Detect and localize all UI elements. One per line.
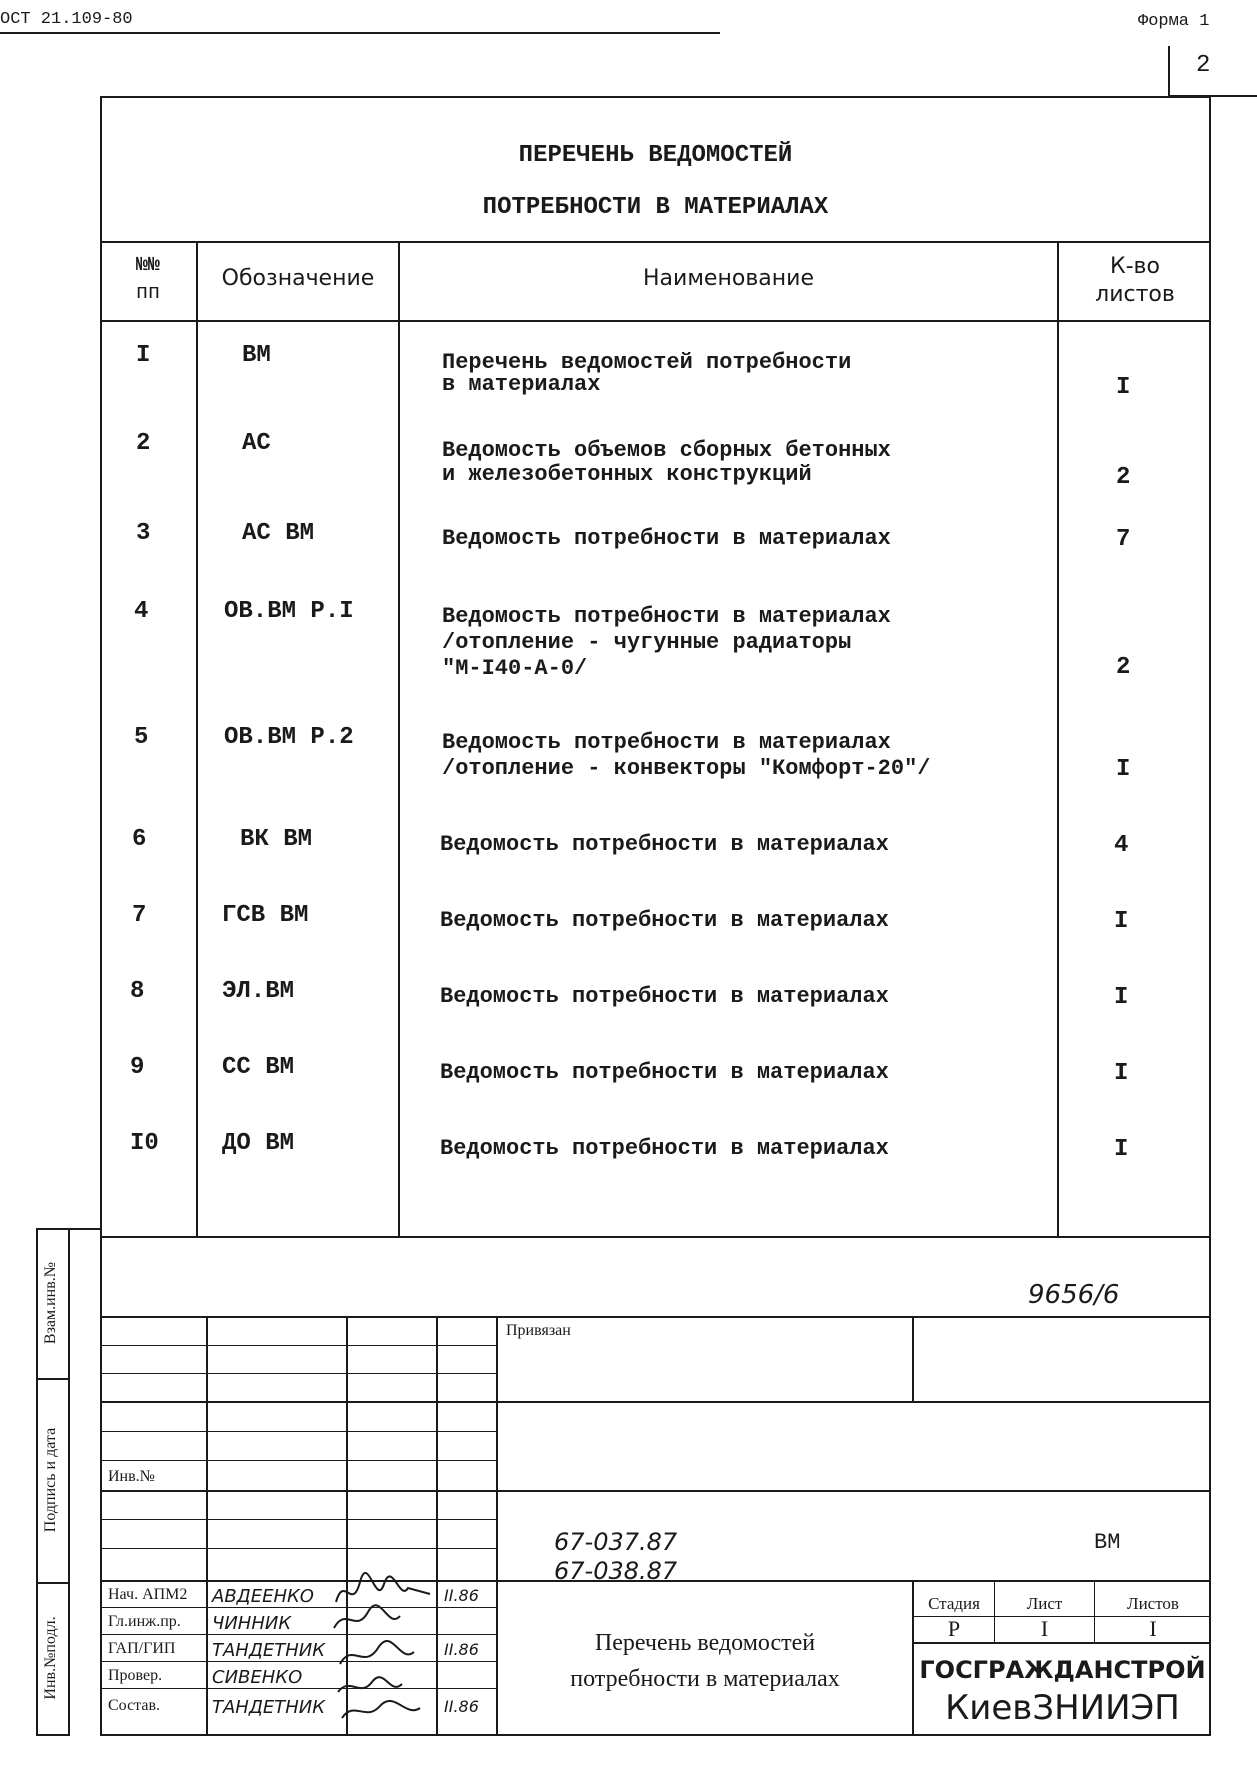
side-label-original-inv: Инв.№подл. [42,1616,59,1700]
title-line1: ПЕРЕЧЕНЬ ВЕДОМОСТЕЙ [518,142,793,169]
side-strip-right [68,1228,70,1736]
stamp-v1 [206,1316,208,1736]
form-label: Форма 1 [1138,12,1210,31]
row-designation: ВМ [242,342,271,369]
page-number: 2 [1196,52,1211,79]
row-designation: ЭЛ.ВМ [222,978,295,1005]
title-line2: ПОТРЕБНОСТИ В МАТЕРИАЛАХ [482,194,829,221]
stamp-top [100,1316,1211,1318]
sheets-value: I [1149,1616,1157,1641]
row-name-line: Ведомость потребности в материалах [440,1136,889,1161]
row-num: 7 [132,902,147,929]
row-num: 4 [134,598,149,625]
signature-name: СИВЕНКО [212,1667,303,1688]
row-designation: СС ВМ [222,1054,295,1081]
title-divider [100,241,1211,243]
stamp-stage-h2 [912,1642,1211,1644]
signature-role: ГАП/ГИП [108,1640,176,1657]
stamp-h8 [100,1548,498,1549]
archive-number: 9656/6 [1028,1280,1120,1310]
stage-label: Стадия [928,1594,980,1613]
stamp-h7 [100,1519,498,1520]
stage-value: Р [947,1616,961,1641]
row-num: 3 [136,520,151,547]
row-sheets: 7 [1116,526,1131,553]
doc-title-line2: потребности в материалах [570,1666,840,1692]
row-name-line: Ведомость потребности в материалах [440,984,889,1009]
stamp-h4 [100,1431,498,1432]
header-num-line1: №№ [135,254,160,277]
side-strip-connector [68,1228,102,1230]
stamp-h1 [100,1345,498,1346]
col-line-2 [398,241,400,1237]
row-sheets: 2 [1116,654,1131,681]
row-name-line: Ведомость потребности в материалах [442,604,891,629]
row-num: 5 [134,724,149,751]
stamp-h3 [100,1401,1211,1403]
signature-date: II.86 [444,1586,479,1605]
row-num: I0 [130,1130,159,1157]
row-designation: ГСВ ВМ [222,902,309,929]
col-line-3 [1057,241,1059,1237]
row-designation: АС ВМ [242,520,315,547]
stamp-h2 [100,1373,498,1374]
sheets-label: Листов [1127,1594,1179,1613]
top-rule [0,32,720,34]
row-name-line: /отопление - конвекторы "Комфорт-20"/ [442,756,931,781]
row-name-line: Ведомость потребности в материалах [442,730,891,755]
row-name-line: /отопление - чугунные радиаторы [442,630,852,655]
row-num: 8 [130,978,145,1005]
row-name-line: в материалах [442,372,601,397]
signature-name: ТАНДЕТНИК [212,1697,326,1718]
signature-scribbles [330,1572,440,1722]
side-label-replaced-inv: Взам.инв.№ [42,1261,59,1345]
sheet-label: Лист [1026,1594,1063,1613]
row-sheets: I [1114,984,1129,1011]
row-designation: ОВ.ВМ Р.2 [224,724,354,751]
stamp-h5 [100,1460,498,1461]
row-name-line: Ведомость потребности в материалах [440,832,889,857]
standard-code: ОСТ 21.109-80 [0,10,133,29]
header-designation: Обозначение [221,266,375,291]
row-sheets: I [1114,1060,1129,1087]
row-sheets: I [1116,374,1131,401]
org-name-line2: КиевЗНИИЭП [945,1688,1180,1728]
row-sheets: I [1114,908,1129,935]
header-sheets-line2: листов [1095,282,1175,307]
signature-date: II.86 [444,1697,479,1716]
row-name-line: Ведомость объемов сборных бетонных [442,438,891,463]
col-line-1 [196,241,198,1237]
row-num: I [136,342,151,369]
row-name-line: Ведомость потребности в материалах [440,908,889,933]
project-code-1: 67-037.87 [554,1528,678,1556]
row-designation: ОВ.ВМ Р.I [224,598,354,625]
sheet-code: ВМ [1094,1530,1121,1555]
side-strip-left [36,1228,38,1736]
sheet-value: I [1040,1616,1049,1641]
doc-title-line1: Перечень ведомостей [594,1630,816,1656]
signature-role: Нач. АПМ2 [108,1586,188,1603]
row-designation: ДО ВМ [222,1130,295,1157]
stamp-v5 [912,1316,914,1402]
signature-role: Состав. [108,1697,161,1714]
row-num: 9 [130,1054,145,1081]
header-name: Наименование [643,266,814,291]
org-name-line1: ГОСГРАЖДАНСТРОЙ [919,1656,1206,1684]
stamp-h6 [100,1490,1211,1492]
project-code-2: 67-038.87 [554,1557,678,1585]
row-name-line: "М-I40-А-0/ [442,656,588,681]
side-strip-bottom [36,1734,70,1736]
row-name-line: Перечень ведомостей потребности [442,350,852,375]
signature-name: ЧИННИК [212,1613,292,1634]
signature-role: Гл.инж.пр. [108,1613,181,1630]
row-sheets: 2 [1116,464,1131,491]
page-number-box-left [1168,46,1170,96]
signature-name: АВДЕЕНКО [212,1586,314,1607]
row-designation: ВК ВМ [240,826,313,853]
row-sheets: 4 [1114,832,1129,859]
row-num: 2 [136,430,151,457]
signature-name: ТАНДЕТНИК [212,1640,326,1661]
row-name-line: и железобетонных конструкций [442,462,812,487]
table-bottom [100,1236,1211,1238]
signature-date: II.86 [444,1640,479,1659]
row-num: 6 [132,826,147,853]
row-sheets: I [1114,1136,1129,1163]
signature-role: Провер. [108,1667,163,1684]
row-name-line: Ведомость потребности в материалах [440,1060,889,1085]
header-divider [100,320,1211,322]
header-sheets-line1: К-во [1110,254,1160,279]
header-num-line2: пп [135,282,160,305]
row-designation: АС [242,430,271,457]
inv-no-label: Инв.№ [108,1468,155,1485]
side-label-signature-date: Подпись и дата [42,1427,59,1533]
row-sheets: I [1116,756,1131,783]
row-name-line: Ведомость потребности в материалах [442,526,891,551]
attached-label: Привязан [506,1322,571,1339]
